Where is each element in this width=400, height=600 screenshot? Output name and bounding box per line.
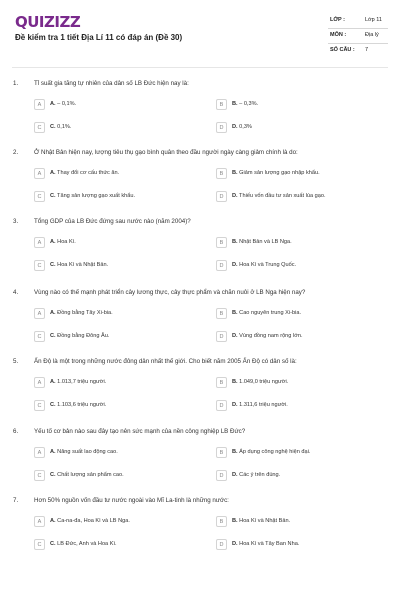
document-title: Đề kiểm tra 1 tiết Địa Lí 11 có đáp án (Đề 30) (15, 33, 183, 42)
option-key: B. (232, 310, 238, 316)
question-number: 3. (13, 218, 19, 225)
answer-option-c[interactable] (34, 399, 204, 413)
question-item (0, 218, 400, 288)
answer-option-b[interactable] (216, 236, 386, 250)
option-letter-box: A (34, 377, 45, 388)
option-key: C. (50, 333, 56, 339)
answer-option-c[interactable] (34, 469, 204, 483)
answer-option-a[interactable] (34, 446, 204, 460)
option-key: B. (232, 239, 238, 245)
answer-option-a[interactable] (34, 376, 204, 390)
option-text: Giảm sản lượng gạo nhập khẩu. (239, 170, 320, 176)
meta-row-question-count (328, 44, 388, 59)
option-key: D. (232, 472, 238, 478)
option-letter-box: B (216, 308, 227, 319)
option-letter-box: B (216, 377, 227, 388)
option-key: B. (232, 379, 238, 385)
answer-option-d[interactable] (216, 330, 386, 344)
option-text: Vùng đồng nam rộng lớn. (239, 333, 303, 339)
option-key: D. (232, 333, 238, 339)
option-text: Hoa Kì và Tây Ban Nha. (239, 541, 300, 547)
question-text: Yếu tố cơ bản nào sau đây tạo nên sức mạnh của nền công nghiệp LB Đức? (34, 428, 246, 435)
answer-option-d[interactable] (216, 190, 386, 204)
option-key: C. (50, 472, 56, 478)
option-letter-box: D (216, 539, 227, 550)
answer-option-d[interactable] (216, 259, 386, 273)
option-letter-box: B (216, 516, 227, 527)
option-text: 1.013,7 triệu người. (57, 379, 107, 385)
answer-option-a[interactable] (34, 515, 204, 529)
option-text: Đồng bằng Tây Xi-bia. (57, 310, 113, 316)
option-text: 1.049,0 triệu người. (239, 379, 289, 385)
option-key: D. (232, 262, 238, 268)
option-text: Tăng sản lượng gạo xuất khẩu. (57, 193, 136, 199)
option-letter-box: C (34, 191, 45, 202)
question-text: Ấn Độ là một trong những nước đông dân nhất thế giới. Cho biết năm 2005 Ấn Độ có dân số là: (34, 358, 297, 365)
option-letter-box: D (216, 260, 227, 271)
question-number: 2. (13, 149, 19, 156)
answer-option-a[interactable] (34, 167, 204, 181)
meta-row-subject (328, 29, 388, 44)
option-text: Cao nguyên trung Xi-bia. (239, 310, 302, 316)
option-text: Đồng bằng Đông Âu. (57, 333, 110, 339)
option-key: A. (50, 239, 56, 245)
option-key: A. (50, 101, 56, 107)
answer-option-c[interactable] (34, 259, 204, 273)
option-key: D. (232, 541, 238, 547)
option-key: B. (232, 449, 238, 455)
option-key: B. (232, 518, 238, 524)
option-key: B. (232, 101, 238, 107)
answer-option-d[interactable] (216, 469, 386, 483)
option-key: C. (50, 193, 56, 199)
option-letter-box: A (34, 168, 45, 179)
option-text: Chất lượng sản phẩm cao. (57, 472, 124, 478)
question-number: 5. (13, 358, 19, 365)
answer-option-a[interactable] (34, 236, 204, 250)
answer-option-b[interactable] (216, 376, 386, 390)
option-key: A. (50, 310, 56, 316)
answer-option-b[interactable] (216, 446, 386, 460)
option-letter-box: C (34, 400, 45, 411)
option-key: C. (50, 402, 56, 408)
question-item (0, 428, 400, 498)
option-text: Năng suất lao động cao. (57, 449, 118, 455)
option-letter-box: A (34, 516, 45, 527)
option-text: – 0,3%. (239, 101, 259, 107)
answer-option-c[interactable] (34, 121, 204, 135)
option-letter-box: B (216, 237, 227, 248)
answer-option-d[interactable] (216, 538, 386, 552)
option-text: 1.103,6 triệu người. (57, 402, 107, 408)
option-letter-box: A (34, 447, 45, 458)
option-letter-box: D (216, 122, 227, 133)
option-key: A. (50, 449, 56, 455)
option-letter-box: C (34, 470, 45, 481)
option-text: Hoa Kì và Trung Quốc. (239, 262, 297, 268)
option-letter-box: A (34, 308, 45, 319)
quizizz-logo: QUIZIZZ (15, 13, 81, 31)
answer-option-c[interactable] (34, 538, 204, 552)
meta-label: MÔN : (330, 32, 347, 38)
answer-option-c[interactable] (34, 330, 204, 344)
option-letter-box: C (34, 539, 45, 550)
question-number: 6. (13, 428, 19, 435)
answer-option-b[interactable] (216, 98, 386, 112)
option-text: LB Đức, Anh và Hoa Kì. (57, 541, 117, 547)
question-number: 1. (13, 80, 19, 87)
question-item (0, 289, 400, 359)
option-text: Áp dụng công nghệ hiện đại. (239, 449, 311, 455)
option-letter-box: B (216, 168, 227, 179)
meta-value: Địa lý (365, 32, 379, 38)
answer-option-b[interactable] (216, 307, 386, 321)
question-item (0, 497, 400, 567)
option-key: C. (50, 262, 56, 268)
answer-option-b[interactable] (216, 515, 386, 529)
option-text: Hoa Kì và Nhật Bản. (57, 262, 109, 268)
meta-label: SỐ CÂU : (330, 47, 355, 53)
header-divider (12, 67, 388, 68)
option-key: D. (232, 124, 238, 130)
option-letter-box: A (34, 99, 45, 110)
option-key: C. (50, 541, 56, 547)
question-item (0, 358, 400, 428)
option-key: D. (232, 193, 238, 199)
question-text: Ở Nhật Bản hiện nay, lượng tiêu thụ gạo bình quân theo đầu người ngày càng giảm chính là do: (34, 149, 298, 156)
option-text: Nhật Bản và LB Nga. (239, 239, 292, 245)
meta-info-box (328, 14, 388, 59)
option-key: A. (50, 379, 56, 385)
answer-option-b[interactable] (216, 167, 386, 181)
option-text: Ca-na-đa, Hoa Kì và LB Nga. (57, 518, 130, 524)
option-text: – 0,1%. (57, 101, 77, 107)
meta-value: 7 (365, 47, 369, 53)
question-item (0, 80, 400, 150)
option-letter-box: B (216, 99, 227, 110)
question-item (0, 149, 400, 219)
option-letter-box: D (216, 331, 227, 342)
question-text: Tỉ suất gia tăng tự nhiên của dân số LB Đức hiện nay là: (34, 80, 189, 87)
option-text: Thay đổi cơ cấu thức ăn. (57, 170, 120, 176)
option-text: 1.311,6 triệu người. (239, 402, 288, 408)
option-letter-box: C (34, 122, 45, 133)
option-letter-box: C (34, 260, 45, 271)
answer-option-d[interactable] (216, 399, 386, 413)
answer-option-c[interactable] (34, 190, 204, 204)
option-key: A. (50, 518, 56, 524)
answer-option-d[interactable] (216, 121, 386, 135)
option-text: 0,1%. (57, 124, 72, 130)
question-text: Tổng GDP của LB Đức đứng sau nước nào (năm 2004)? (34, 218, 191, 225)
question-number: 7. (13, 497, 19, 504)
option-key: D. (232, 402, 238, 408)
option-letter-box: D (216, 400, 227, 411)
question-number: 4. (13, 289, 19, 296)
option-text: 0,3% (239, 124, 252, 130)
answer-option-a[interactable] (34, 307, 204, 321)
option-text: Các ý trên đúng. (239, 472, 281, 478)
option-key: A. (50, 170, 56, 176)
meta-label: LỚP : (330, 17, 345, 23)
option-text: Hoa Kì. (57, 239, 76, 245)
option-letter-box: D (216, 191, 227, 202)
question-text: Hơn 50% nguồn vốn đầu tư nước ngoài vào Mĩ La-tinh là những nước: (34, 497, 229, 504)
option-letter-box: D (216, 470, 227, 481)
option-text: Hoa Kì và Nhật Bản. (239, 518, 291, 524)
meta-row-class (328, 14, 388, 29)
option-letter-box: A (34, 237, 45, 248)
option-letter-box: B (216, 447, 227, 458)
option-key: C. (50, 124, 56, 130)
meta-value: Lớp 11 (365, 17, 382, 23)
answer-option-a[interactable] (34, 98, 204, 112)
document-header (0, 0, 400, 66)
option-key: B. (232, 170, 238, 176)
option-text: Thiếu vốn đầu tư sản xuất lúa gạo. (239, 193, 326, 199)
option-letter-box: C (34, 331, 45, 342)
question-text: Vùng nào có thế mạnh phát triển cây lương thực, cây thực phẩm và chăn nuôi ở LB Nga hiện nay? (34, 289, 306, 296)
